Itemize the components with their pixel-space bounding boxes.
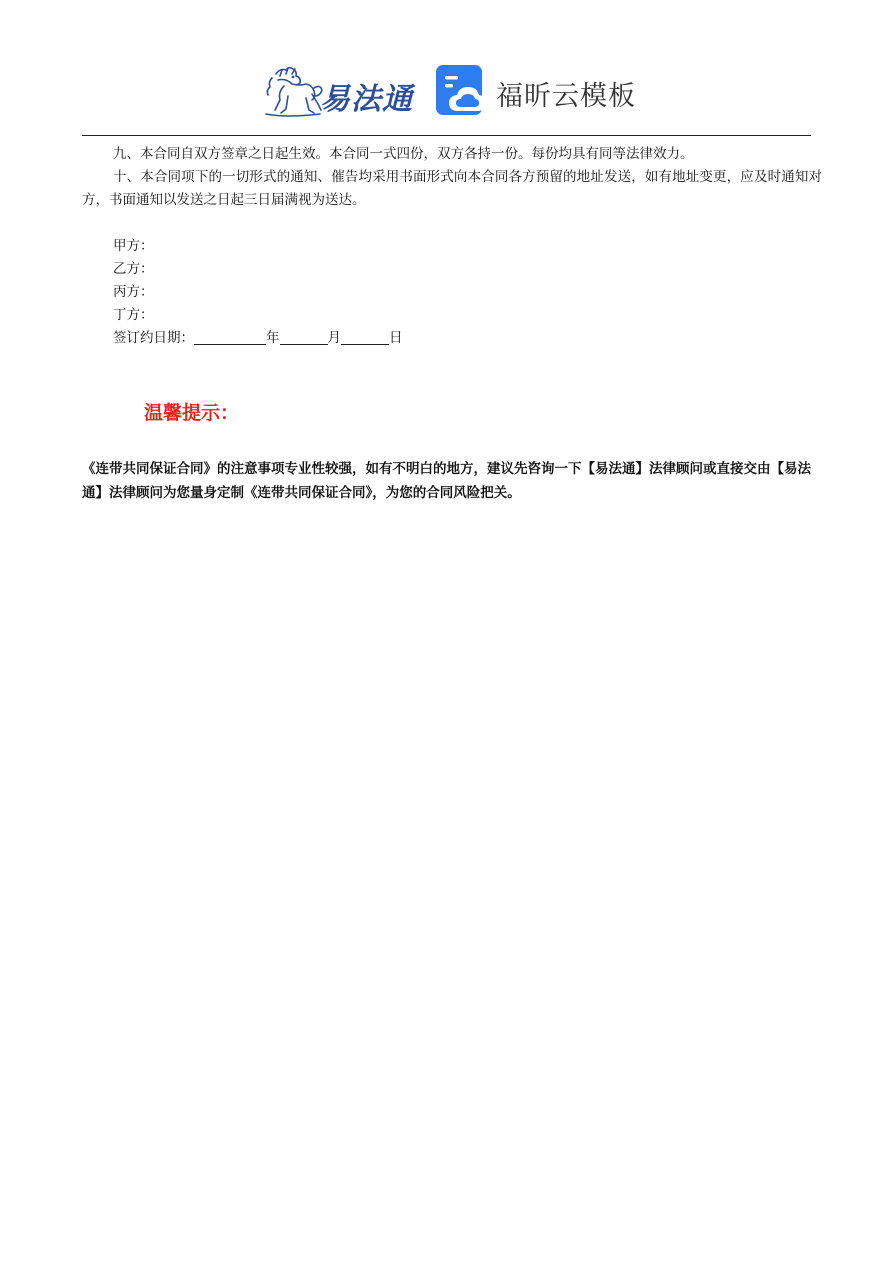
contract-body xyxy=(82,143,822,350)
yifatong-logo xyxy=(262,64,414,120)
party-c-label: 丙方： xyxy=(113,284,154,300)
party-b-label: 乙方： xyxy=(113,261,154,277)
party-a-label: 甲方： xyxy=(113,238,154,254)
day-blank xyxy=(341,330,389,345)
fuxin-template-logo xyxy=(436,65,636,119)
year-label: 年 xyxy=(266,330,280,346)
month-label: 月 xyxy=(327,330,341,346)
header-divider xyxy=(82,135,811,136)
clause-ten: 十、本合同项下的一切形式的通知、催告均采用书面形式向本合同各方预留的地址发送，如有地址变更，应及时通知对方，书面通知以发送之日起三日届满视为送达。 xyxy=(82,169,822,208)
warm-tip-body: 《连带共同保证合同》的注意事项专业性较强，如有不明白的地方，建议先咨询一下【易法通】法律顾问或直接交由【易法通】法律顾问为您量身定制《连带共同保证合同》，为您的合同风险把关。 xyxy=(82,461,811,501)
warm-tip-title: 温馨提示： xyxy=(144,402,240,424)
yifatong-wordmark: 易法通 xyxy=(320,82,413,117)
day-label: 日 xyxy=(389,330,403,346)
clause-nine: 九、本合同自双方签章之日起生效。本合同一式四份，双方各持一份。每份均具有同等法律效力。 xyxy=(113,146,694,162)
year-blank xyxy=(194,330,266,345)
signing-date-label: 签订约日期： xyxy=(113,330,194,346)
party-d-label: 丁方： xyxy=(113,307,154,323)
horse-mascot-icon xyxy=(262,64,324,120)
signing-date-line xyxy=(82,327,822,350)
spacer xyxy=(82,212,822,235)
page-header xyxy=(0,56,893,124)
fuxin-wordmark: 福昕云模板 xyxy=(496,81,636,112)
month-blank xyxy=(280,330,328,345)
document-cloud-icon xyxy=(436,65,486,117)
